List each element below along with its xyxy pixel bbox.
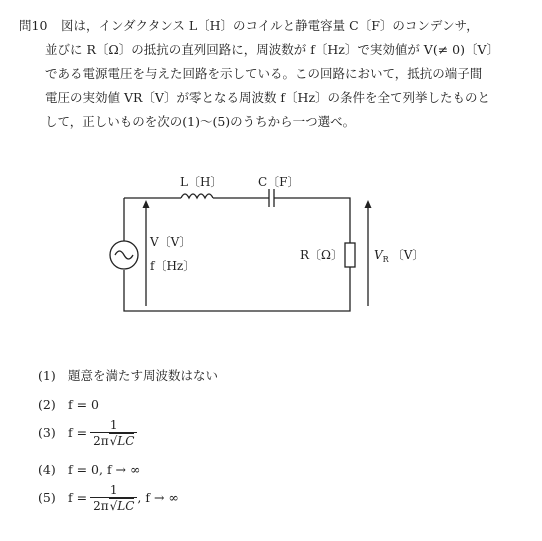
option-5[interactable] [38,483,179,514]
wire-right-lower [124,267,350,311]
option-1[interactable] [38,366,218,384]
option-label: (4) [38,462,56,477]
question-line-2: 並びに R〔Ω〕の抵抗の直列回路に，周波数が f〔Hz〕で実効値が V(≠ 0)〔V〕 [45,42,500,57]
question-line-4: 電圧の実効値 VR〔V〕が零となる周波数 f〔Hz〕の条件を全て列挙したものと [45,90,491,105]
wire-top-right [274,198,350,243]
option-prefix: f = [68,490,88,505]
option-label: (1) [38,368,56,383]
fraction [90,483,137,514]
fraction-denominator: 2π√LC [93,434,135,448]
option-text: f = 0, f → ∞ [68,462,141,477]
fraction-denominator: 2π√LC [93,499,135,513]
option-text: 題意を満たす周波数はない [68,368,219,383]
option-text: f = 0 [68,397,99,412]
option-label: (3) [38,425,56,440]
option-prefix: f = [68,425,88,440]
option-4[interactable] [38,462,140,477]
option-label: (2) [38,397,56,412]
resistor [345,243,355,267]
question-line-3: である電源電圧を与えた回路を示している。この回路において，抵抗の端子間 [45,66,483,81]
option-3[interactable] [38,418,137,449]
source-voltage-label: V〔V〕 [150,235,192,249]
sqrt-symbol: √LC [109,434,135,448]
inductor-coil [181,194,213,198]
question-line-5: して，正しいものを次の(1)～(5)のうちから一つ選べ。 [45,114,356,129]
fraction-numerator: 1 [90,483,137,498]
option-label: (5) [38,490,56,505]
resistor-label: R〔Ω〕 [300,248,343,262]
fraction [90,418,137,449]
vr-label: $V_R$ 〔V〕 [374,248,425,264]
source-frequency-label: f〔Hz〕 [150,259,196,273]
fraction-numerator: 1 [90,418,137,433]
inductor-label: L〔H〕 [180,175,223,189]
question-line-1: 図は，インダクタンス L〔H〕のコイルと静電容量 C〔F〕のコンデンサ， [61,18,479,33]
ac-wave-symbol [115,251,133,259]
sqrt-symbol: √LC [109,499,135,513]
capacitor-label: C〔F〕 [258,175,300,189]
option-suffix: , f → ∞ [137,490,179,505]
option-2[interactable] [38,397,99,412]
question-number: 問10 [19,18,48,33]
